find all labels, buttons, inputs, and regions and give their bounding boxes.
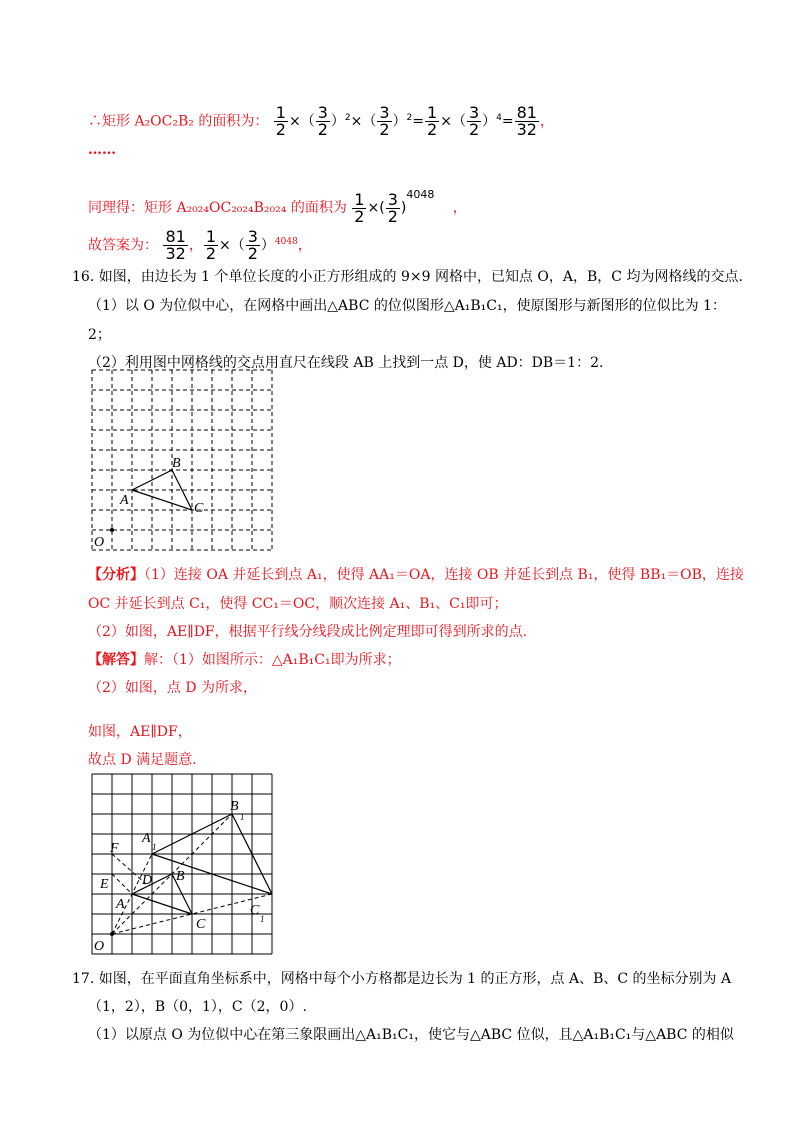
figure-q16-solution: [88, 768, 288, 958]
q16-part1-b: 2；: [88, 327, 111, 343]
fraction-3-2-d: $\frac{3}{2}$: [387, 189, 398, 226]
analysis-line1: 【分析】（1）连接 OA 并延长到点 A₁，使得 AA₁＝OA，连接 OB 并延长到点 B₁，使得 BB₁＝OB，连接: [88, 567, 744, 583]
area-a2024-line: 同理得：矩形 A₂₀₂₄OC₂₀₂₄B₂₀₂₄ 的面积为 $\frac{1}{2}$ ×( $\frac{3}{2}$ )$^{4048}$ ，: [88, 188, 467, 226]
answer-line3: 如图，AE∥DF，: [88, 724, 192, 740]
label-c: C: [194, 501, 204, 516]
analysis-line3: （2）如图，AE∥DF，根据平行线分线段成比例定理即可得到所求的点.: [88, 624, 528, 640]
fraction-1-2-d: $\frac{1}{2}$: [354, 189, 365, 226]
label-c1: C: [250, 903, 260, 918]
answer-line1: 【解答】解：（1）如图所示：△A₁B₁C₁即为所求；: [88, 652, 401, 668]
analysis-tag: 【分析】: [88, 567, 144, 583]
area-a2024-label: 同理得：矩形 A₂₀₂₄OC₂₀₂₄B₂₀₂₄ 的面积为: [88, 200, 347, 216]
fraction-81-32-b: $\frac{81}{32}$: [165, 227, 186, 264]
label-d: D: [142, 873, 153, 888]
fraction-3-2c: $\frac{3}{2}$: [468, 103, 480, 140]
q17-part1: （1）以原点 O 为位似中心在第三象限画出△A₁B₁C₁，使它与△ABC 位似，且△A₁B₁C₁与△ABC 的相似: [88, 1027, 734, 1043]
label-c1-sub: 1: [260, 914, 265, 924]
q16-number: 16.: [72, 269, 95, 285]
fraction-1-2: $\frac{1}{2}$: [275, 103, 286, 140]
dashed-grid: [92, 370, 272, 550]
fraction-3-2b: $\frac{3}{2}$: [379, 103, 390, 140]
area-a2-line: ∴矩形 A₂OC₂B₂ 的面积为： $\frac{1}{2}$ ×（ $\frac{3}{2}$ ）$^2$×（ $\frac{3}{2}$ ）$^2$= $\frac{1}{2}$ ×（ $\frac{3}{2}$ ）$^4$= $\frac{81}{32}$ ，: [88, 103, 554, 140]
area-a2-label: ∴矩形 A₂OC₂B₂ 的面积为：: [88, 113, 269, 130]
label-o: O: [94, 939, 105, 954]
label-a1-sub: 1: [152, 842, 157, 852]
label-a1: A: [142, 831, 151, 846]
answer-line4: 故点 D 满足题意.: [88, 752, 197, 768]
label-b1: B: [230, 799, 239, 814]
label-b1-sub: 1: [240, 812, 245, 822]
label-e: E: [100, 877, 109, 892]
label-o: O: [94, 535, 105, 550]
fraction-1-2-e: $\frac{1}{2}$: [205, 227, 216, 264]
label-c: C: [196, 917, 206, 932]
label-b: B: [172, 456, 181, 471]
answer-line: 故答案为： $\frac{81}{32}$ ， $\frac{1}{2}$ ×（ $\frac{3}{2}$ ）$^{4048}$，: [88, 227, 312, 264]
point-o: [110, 528, 114, 532]
answer-line2: （2）如图，点 D 为所求，: [88, 680, 258, 696]
label-f: F: [110, 841, 119, 856]
fraction-1-2b: $\frac{1}{2}$: [427, 103, 438, 140]
label-a: A: [120, 493, 129, 508]
label-b: B: [176, 869, 185, 884]
figure-q16-grid: [86, 364, 286, 554]
fraction-81-32: $\frac{81}{32}$: [516, 103, 537, 140]
q17-stem-a: 17. 如图，在平面直角坐标系中，网格中每个小方格都是边长为 1 的正方形，点 A、B、C 的坐标分别为 A: [72, 971, 732, 987]
answer-label: 故答案为：: [88, 237, 158, 254]
ellipsis: ……: [88, 142, 116, 158]
q17-stem-b: （1，2），B（0，1），C（2，0）.: [88, 999, 307, 1015]
q16-stem: 16. 如图，由边长为 1 个单位长度的小正方形组成的 9×9 网格中，已知点 O，A，B，C 均为网格线的交点.: [72, 269, 743, 285]
q17-number: 17.: [72, 971, 95, 987]
answer-tag: 【解答】: [88, 652, 144, 668]
label-a: A: [116, 897, 125, 912]
fraction-3-2: $\frac{3}{2}$: [317, 103, 328, 140]
point-o-2: [110, 932, 114, 936]
fraction-3-2-e: $\frac{3}{2}$: [247, 227, 258, 264]
q16-part1-a: （1）以 O 为位似中心，在网格中画出△ABC 的位似图形△A₁B₁C₁，使原图形与新图形的位似比为 1：: [88, 298, 726, 314]
analysis-line2: OC 并延长到点 C₁，使得 CC₁＝OC，顺次连接 A₁、B₁、C₁即可；: [88, 596, 508, 612]
q16-part2: （2）利用图中网格线的交点用直尺在线段 AB 上找到一点 D，使 AD：DB＝1：2.: [88, 355, 604, 371]
